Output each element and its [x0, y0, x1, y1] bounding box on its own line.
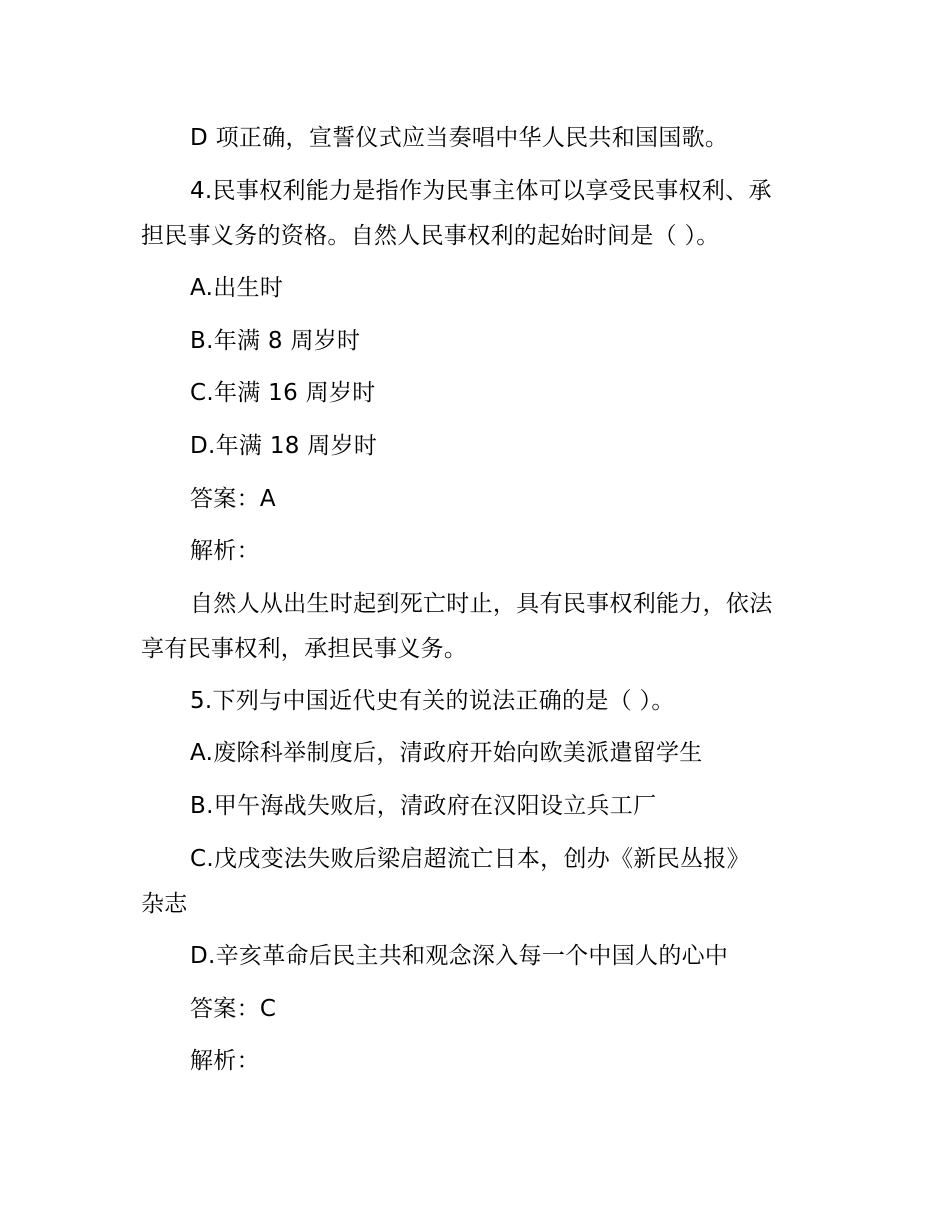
question-4-option-d: D.年满 18 周岁时: [190, 433, 378, 459]
question-5-option-d: D.辛亥革命后民主共和观念深入每一个中国人的心中: [190, 943, 729, 969]
question-5-analysis-label: 解析：: [190, 1048, 260, 1074]
question-5-option-c-cont: 杂志: [141, 891, 188, 917]
question-4-analysis-label: 解析：: [190, 538, 260, 564]
question-5-stem: 5.下列与中国近代史有关的说法正确的是（ ）。: [190, 688, 675, 714]
question-4-stem-cont: 担民事义务的资格。自然人民事权利的起始时间是（ ）。: [141, 223, 720, 249]
question-5-option-b: B.甲午海战失败后，清政府在汉阳设立兵工厂: [190, 793, 657, 819]
question-4-answer: 答案：A: [190, 486, 276, 512]
question-4-option-a: A.出生时: [190, 275, 284, 301]
question-4-analysis: 自然人从出生时起到死亡时止，具有民事权利能力，依法: [190, 591, 773, 617]
question-4-analysis-cont: 享有民事权利，承担民事义务。: [141, 636, 468, 662]
question-5-option-c: C.戊戌变法失败后梁启超流亡日本，创办《新民丛报》: [190, 846, 750, 872]
question-4-stem: 4.民事权利能力是指作为民事主体可以享受民事权利、承: [190, 178, 772, 204]
question-4-option-b: B.年满 8 周岁时: [190, 328, 361, 354]
question-5-option-a: A.废除科举制度后，清政府开始向欧美派遣留学生: [190, 740, 703, 766]
question-5-answer: 答案：C: [190, 996, 277, 1022]
question-4-option-c: C.年满 16 周岁时: [190, 380, 376, 406]
text-line: D 项正确，宣誓仪式应当奏唱中华人民共和国国歌。: [190, 125, 729, 151]
